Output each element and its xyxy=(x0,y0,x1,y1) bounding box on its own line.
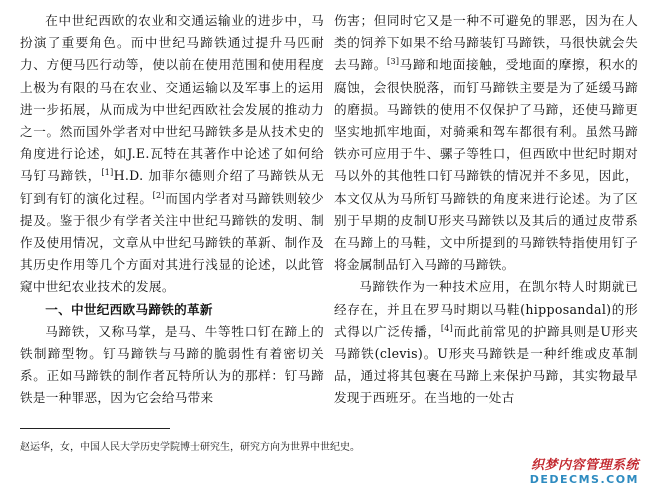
history-paragraph xyxy=(334,276,638,409)
continued-text-1: 伤害；但同时它又是一种不可避免的罪恶，因为在人类的饲养下如果不给马蹄装钉马蹄铁，马很快就会失去马蹄。 xyxy=(334,13,638,73)
author-footnote: 赵运华，女，中国人民大学历史学院博士研究生，研究方向为世界中世纪史。 xyxy=(20,442,360,453)
intro-text-1: 在中世纪西欧的农业和交通运输业的进步中，马扮演了重要角色。而中世纪马蹄铁通过提升马匹耐力、方便马匹行动等，使以前在使用范围和使用程度上极为有限的马在农业、交通运输以及军事上的运用进一步拓展，从而成为中世纪西欧社会发展的推动力之一。然而国外学者对中世纪马蹄铁多是从技术史的角度进行论述，如J.E.瓦特在其著作中论述了如何给马钉马蹄铁， xyxy=(20,13,324,184)
watermark-logo xyxy=(530,454,639,486)
section-paragraph: 马蹄铁，又称马掌，是马、牛等牲口钉在蹄上的铁制蹄型物。钉马蹄铁与马蹄的脆弱性有着密切关系。正如马蹄铁的制作者瓦特所认为的那样：钉马蹄铁是一种罪恶，因为它会给马带来 xyxy=(20,323,324,406)
continued-paragraph xyxy=(334,10,638,276)
citation-3: [3] xyxy=(387,57,400,67)
history-text-2: 而此前常见的护蹄具则是U形夹马蹄铁(clevis)。U形夹马蹄铁是一种纤维或皮革制品，通过将其包裹在马蹄上来保护马蹄，其实物最早发现于西班牙。在当地的一处古 xyxy=(334,323,638,406)
right-column xyxy=(334,10,638,410)
continued-text-2: 马蹄和地面接触，受地面的摩擦，积水的腐蚀，会很快脱落，而钉马蹄铁主要是为了延缓马蹄的磨损。马蹄铁的使用不仅保护了马蹄，还使马蹄更坚实地抓牢地面，对骑乘和驾车都很有利。虽然马蹄铁亦可应用于牛、骡子等牲口，但西欧中世纪时期对马以外的其他牲口钉马蹄铁的情况并不多见，因此，本文仅从为马所钉马蹄铁的角度来进行论述。为了区别于早期的皮制U形夹马蹄铁以及其后的通过皮带系在马蹄上的马鞋，文中所提到的马蹄铁特指使用钉子将金属制品钉入马蹄的马蹄铁。 xyxy=(334,57,638,273)
citation-2: [2] xyxy=(152,190,165,200)
footnote-divider xyxy=(20,428,170,429)
section-heading: 一、中世纪西欧马蹄铁的革新 xyxy=(45,301,213,317)
watermark-title: 织梦内容管理系统 xyxy=(530,458,639,473)
intro-text-2: H.D. 加菲尔德则介绍了马蹄铁从无钉到有钉的演化过程。 xyxy=(20,168,324,206)
intro-paragraph xyxy=(20,10,324,299)
citation-4: [4] xyxy=(440,323,454,333)
intro-text-3: 而国内学者对马蹄铁则较少提及。鉴于很少有学者关注中世纪马蹄铁的发明、制作及使用情况，文章从中世纪马蹄铁的革新、制作及其历史作用等几个方面对其进行浅显的论述，以此管窥中世纪农业技术的发展。 xyxy=(20,190,324,295)
watermark-domain: DEDECMS.COM xyxy=(529,473,639,486)
citation-1: [1] xyxy=(101,168,114,178)
history-text-1: 马蹄铁作为一种技术应用，在凯尔特人时期就已经存在，并且在罗马时期以马鞋(hipposandal)的形式得以广泛传播， xyxy=(334,279,638,339)
left-column xyxy=(20,10,324,410)
